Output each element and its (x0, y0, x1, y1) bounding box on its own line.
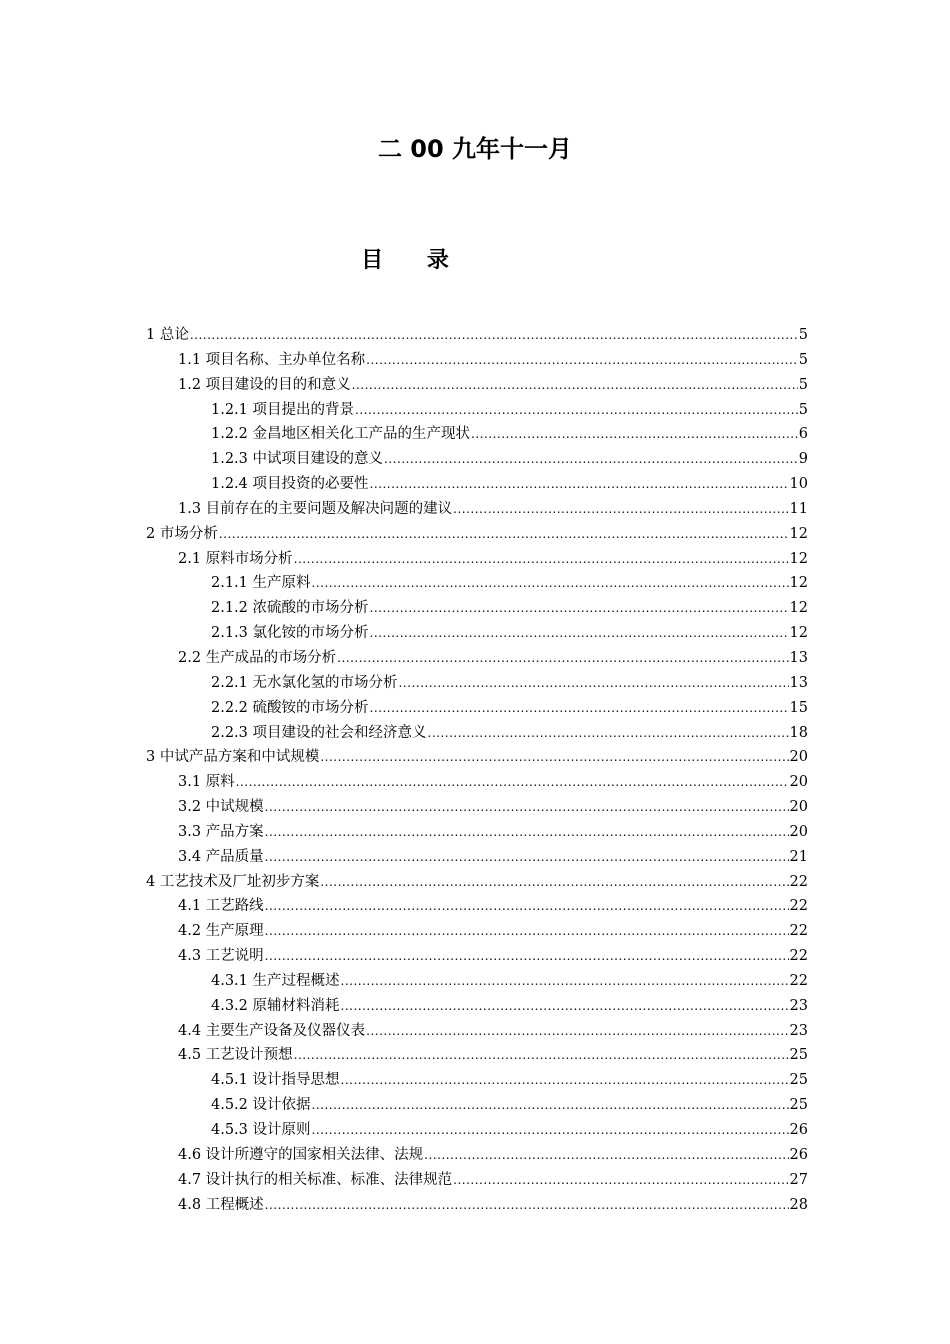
toc-entry[interactable] (146, 571, 808, 596)
toc-dot-leader (337, 646, 788, 671)
toc-entry-page-number: 6 (798, 426, 808, 443)
toc-entry-page-number: 5 (798, 327, 808, 343)
toc-entry-page-number: 25 (789, 1072, 808, 1089)
document-date-title: 二 00 九年十一月 (377, 135, 573, 163)
toc-dot-leader (265, 894, 789, 919)
toc-entry-title: 4.5.1 设计指导思想 (211, 1072, 340, 1089)
toc-entry-title: 4.3 工艺说明 (178, 948, 264, 965)
toc-dot-leader (320, 745, 788, 770)
toc-entry[interactable] (146, 422, 808, 447)
toc-entry[interactable] (146, 522, 808, 547)
toc-entry-page-number: 22 (789, 873, 808, 890)
toc-dot-leader (399, 671, 789, 696)
toc-entry-title: 2.1 原料市场分析 (178, 550, 293, 567)
toc-entry-title: 4.5.2 设计依据 (211, 1097, 311, 1114)
toc-dot-leader (341, 1068, 789, 1093)
toc-entry[interactable] (146, 1168, 808, 1193)
toc-entry-title: 2 市场分析 (146, 525, 218, 542)
toc-dot-leader (312, 1118, 789, 1143)
toc-dot-leader (341, 969, 789, 994)
toc-entry-page-number: 15 (789, 699, 808, 716)
toc-entry-title: 4.8 工程概述 (178, 1196, 264, 1213)
toc-dot-leader (370, 696, 789, 721)
toc-entry[interactable] (146, 795, 808, 820)
toc-dot-leader (355, 398, 798, 423)
toc-entry-page-number: 20 (789, 774, 808, 791)
toc-entry-title: 2.1.3 氯化铵的市场分析 (211, 625, 369, 642)
toc-entry-page-number: 22 (789, 923, 808, 940)
toc-dot-leader (471, 422, 798, 447)
toc-entry-title: 4.5.3 设计原则 (211, 1122, 311, 1138)
toc-dot-leader (453, 1168, 788, 1193)
toc-entry-title: 2.2 生产成品的市场分析 (178, 649, 337, 666)
toc-dot-leader (265, 845, 789, 870)
toc-entry-page-number: 28 (789, 1196, 808, 1213)
toc-entry[interactable] (146, 721, 808, 746)
toc-dot-leader (424, 1143, 788, 1168)
toc-entry-page-number: 12 (789, 550, 808, 567)
toc-entry-title: 4.2 生产原理 (178, 923, 264, 940)
toc-dot-leader (320, 870, 788, 895)
toc-entry[interactable] (146, 919, 808, 944)
toc-entry-page-number: 18 (789, 724, 808, 741)
toc-entry-title: 1.1 项目名称、主办单位名称 (178, 351, 366, 368)
toc-entry[interactable] (146, 547, 808, 572)
toc-entry[interactable] (146, 1118, 808, 1143)
toc-entry-page-number: 12 (789, 575, 808, 592)
toc-entry[interactable] (146, 671, 808, 696)
toc-entry[interactable] (146, 1193, 808, 1218)
toc-entry[interactable] (146, 870, 808, 895)
table-of-contents (146, 323, 808, 1217)
toc-dot-leader (265, 919, 789, 944)
toc-dot-leader (370, 472, 789, 497)
toc-entry[interactable] (146, 1043, 808, 1068)
toc-entry[interactable] (146, 820, 808, 845)
toc-entry-page-number: 20 (789, 799, 808, 816)
toc-entry-page-number: 9 (798, 451, 808, 468)
toc-dot-leader (366, 348, 798, 373)
toc-dot-leader (341, 994, 789, 1019)
toc-entry[interactable] (146, 1019, 808, 1044)
toc-entry-title: 2.2.1 无水氯化氢的市场分析 (211, 674, 398, 691)
toc-dot-leader (265, 795, 789, 820)
toc-entry-title: 4.5 工艺设计预想 (178, 1047, 293, 1064)
toc-entry-title: 1.3 目前存在的主要问题及解决问题的建议 (178, 500, 453, 517)
toc-entry[interactable] (146, 745, 808, 770)
toc-entry-page-number: 26 (789, 1122, 808, 1138)
toc-dot-leader (366, 1019, 788, 1044)
toc-entry-page-number: 20 (789, 823, 808, 840)
toc-entry-title: 4.4 主要生产设备及仪器仪表 (178, 1022, 366, 1039)
toc-dot-leader (428, 721, 789, 746)
toc-dot-leader (294, 1043, 789, 1068)
toc-entry-page-number: 25 (789, 1047, 808, 1064)
toc-entry-title: 3.2 中试规模 (178, 799, 264, 816)
toc-dot-leader (265, 944, 789, 969)
toc-entry-title: 2.2.2 硫酸铵的市场分析 (211, 699, 369, 716)
toc-entry[interactable] (146, 373, 808, 398)
toc-entry-title: 1.2.4 项目投资的必要性 (211, 476, 369, 493)
toc-dot-leader (219, 522, 789, 547)
toc-entry[interactable] (146, 1068, 808, 1093)
toc-entry-title: 4.7 设计执行的相关标准、标准、法律规范 (178, 1171, 453, 1188)
toc-entry-title: 4.3.1 生产过程概述 (211, 972, 340, 989)
toc-dot-leader (312, 1093, 789, 1118)
toc-entry-page-number: 10 (789, 476, 808, 493)
toc-entry-page-number: 11 (789, 500, 808, 517)
toc-entry-title: 4.3.2 原辅材料消耗 (211, 997, 340, 1014)
toc-entry-page-number: 12 (789, 525, 808, 542)
toc-entry-title: 1.2.1 项目提出的背景 (211, 401, 355, 418)
toc-entry-page-number: 13 (789, 674, 808, 691)
toc-dot-leader (294, 547, 789, 572)
toc-entry[interactable] (146, 994, 808, 1019)
toc-entry[interactable] (146, 696, 808, 721)
toc-dot-leader (384, 447, 798, 472)
toc-entry-title: 2.1.1 生产原料 (211, 575, 311, 592)
toc-entry-page-number: 12 (789, 625, 808, 642)
toc-entry-page-number: 22 (789, 948, 808, 965)
toc-heading: 目 录 (361, 248, 467, 273)
toc-entry-page-number: 26 (789, 1146, 808, 1163)
toc-entry-page-number: 13 (789, 649, 808, 666)
toc-entry-title: 4.6 设计所遵守的国家相关法律、法规 (178, 1146, 424, 1163)
toc-entry[interactable] (146, 944, 808, 969)
toc-entry-title: 1.2 项目建设的目的和意义 (178, 376, 351, 393)
toc-entry[interactable] (146, 646, 808, 671)
toc-entry[interactable] (146, 398, 808, 423)
toc-entry-page-number: 22 (789, 972, 808, 989)
toc-dot-leader (265, 820, 789, 845)
toc-entry-title: 2.2.3 项目建设的社会和经济意义 (211, 724, 427, 741)
toc-entry-page-number: 23 (789, 1022, 808, 1039)
toc-entry-page-number: 12 (789, 600, 808, 617)
toc-entry[interactable] (146, 596, 808, 621)
toc-entry-title: 1 总论 (146, 327, 189, 343)
toc-entry-title: 3.4 产品质量 (178, 848, 264, 865)
toc-entry-page-number: 5 (798, 376, 808, 393)
toc-entry[interactable] (146, 621, 808, 646)
toc-entry-title: 3 中试产品方案和中试规模 (146, 749, 320, 766)
toc-dot-leader (236, 770, 789, 795)
toc-dot-leader (352, 373, 798, 398)
toc-entry-page-number: 21 (789, 848, 808, 865)
toc-entry-title: 1.2.3 中试项目建设的意义 (211, 451, 384, 468)
toc-entry[interactable] (146, 894, 808, 919)
toc-entry-page-number: 22 (789, 898, 808, 915)
toc-entry-title: 4.1 工艺路线 (178, 898, 264, 915)
toc-entry[interactable] (146, 1143, 808, 1168)
toc-entry[interactable] (146, 323, 808, 348)
toc-dot-leader (190, 323, 798, 348)
toc-entry[interactable] (146, 447, 808, 472)
toc-entry[interactable] (146, 845, 808, 870)
toc-entry-title: 1.2.2 金昌地区相关化工产品的生产现状 (211, 426, 471, 443)
toc-entry-page-number: 23 (789, 997, 808, 1014)
toc-entry[interactable] (146, 472, 808, 497)
toc-entry[interactable] (146, 770, 808, 795)
toc-entry-page-number: 25 (789, 1097, 808, 1114)
toc-dot-leader (370, 621, 789, 646)
toc-entry-page-number: 5 (798, 351, 808, 368)
toc-entry[interactable] (146, 969, 808, 994)
toc-entry-page-number: 5 (798, 401, 808, 418)
toc-entry-page-number: 20 (789, 749, 808, 766)
toc-entry-title: 2.1.2 浓硫酸的市场分析 (211, 600, 369, 617)
toc-entry-title: 3.3 产品方案 (178, 823, 264, 840)
toc-entry-title: 3.1 原料 (178, 774, 235, 791)
toc-dot-leader (265, 1193, 789, 1218)
toc-entry-page-number: 27 (789, 1171, 808, 1188)
toc-entry[interactable] (146, 348, 808, 373)
toc-dot-leader (312, 571, 789, 596)
toc-dot-leader (370, 596, 789, 621)
toc-entry[interactable] (146, 497, 808, 522)
toc-dot-leader (453, 497, 788, 522)
toc-entry-title: 4 工艺技术及厂址初步方案 (146, 873, 320, 890)
toc-entry[interactable] (146, 1093, 808, 1118)
